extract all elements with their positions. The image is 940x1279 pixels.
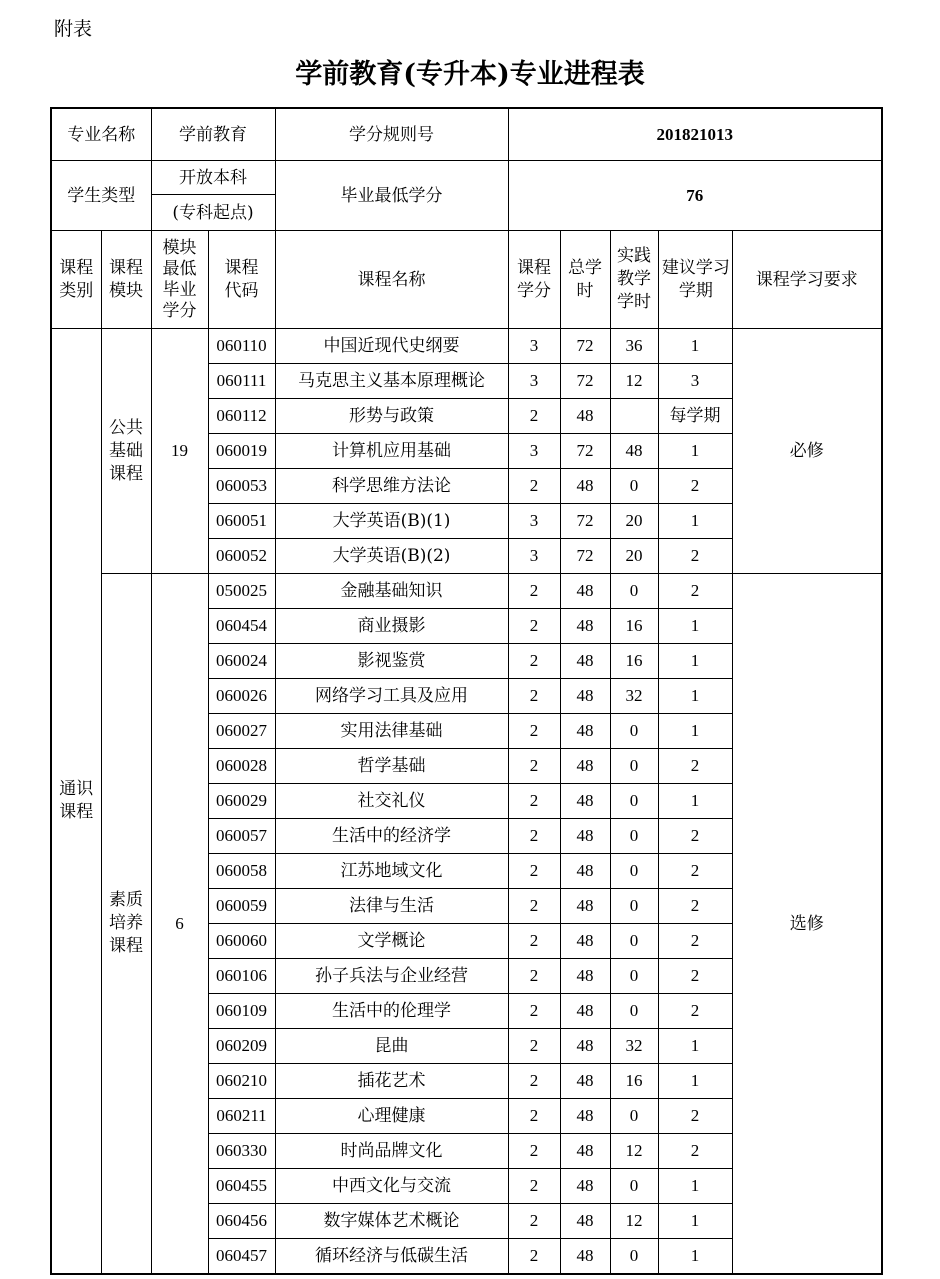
course-practice-hours: 32: [610, 1029, 658, 1064]
course-term: 1: [658, 1169, 732, 1204]
course-practice-hours: 20: [610, 539, 658, 574]
course-code: 060210: [208, 1064, 275, 1099]
course-credit: 3: [508, 539, 560, 574]
course-practice-hours: 48: [610, 434, 658, 469]
course-practice-hours: 0: [610, 1099, 658, 1134]
course-name: 循环经济与低碳生活: [275, 1239, 508, 1275]
course-practice-hours: 20: [610, 504, 658, 539]
course-credit: 2: [508, 994, 560, 1029]
course-total-hours: 48: [560, 469, 610, 504]
col-header-module: 课程模块: [101, 231, 151, 329]
course-credit: 2: [508, 819, 560, 854]
course-code: 060112: [208, 399, 275, 434]
course-term: 1: [658, 784, 732, 819]
col-header-total-hours: 总学时: [560, 231, 610, 329]
course-term: 2: [658, 1099, 732, 1134]
table-row: [51, 574, 882, 609]
course-term: 2: [658, 749, 732, 784]
course-credit: 2: [508, 1169, 560, 1204]
course-name: 时尚品牌文化: [275, 1134, 508, 1169]
course-term: 2: [658, 889, 732, 924]
col-header-name: 课程名称: [275, 231, 508, 329]
course-code: 060455: [208, 1169, 275, 1204]
course-name: 生活中的伦理学: [275, 994, 508, 1029]
course-total-hours: 48: [560, 399, 610, 434]
course-practice-hours: 0: [610, 469, 658, 504]
module-name: 素质培养课程: [101, 574, 151, 1275]
module-name: 公共基础课程: [101, 329, 151, 574]
course-practice-hours: 12: [610, 364, 658, 399]
course-code: 060059: [208, 889, 275, 924]
course-name: 实用法律基础: [275, 714, 508, 749]
course-code: 060109: [208, 994, 275, 1029]
course-name: 哲学基础: [275, 749, 508, 784]
course-practice-hours: 16: [610, 1064, 658, 1099]
course-name: 社交礼仪: [275, 784, 508, 819]
course-term: 2: [658, 819, 732, 854]
course-term: 1: [658, 714, 732, 749]
course-code: 060026: [208, 679, 275, 714]
course-term: 1: [658, 434, 732, 469]
course-name: 江苏地域文化: [275, 854, 508, 889]
course-credit: 2: [508, 1029, 560, 1064]
course-name: 网络学习工具及应用: [275, 679, 508, 714]
course-total-hours: 48: [560, 854, 610, 889]
course-total-hours: 48: [560, 679, 610, 714]
course-code: 060019: [208, 434, 275, 469]
course-credit: 2: [508, 1204, 560, 1239]
course-practice-hours: 32: [610, 679, 658, 714]
col-header-module-min-credit: 模块最低毕业学分: [151, 231, 208, 329]
course-total-hours: 48: [560, 1204, 610, 1239]
course-total-hours: 48: [560, 1134, 610, 1169]
course-code: 060457: [208, 1239, 275, 1275]
course-total-hours: 48: [560, 609, 610, 644]
course-term: 2: [658, 539, 732, 574]
course-practice-hours: 0: [610, 714, 658, 749]
course-code: 060209: [208, 1029, 275, 1064]
course-name: 孙子兵法与企业经营: [275, 959, 508, 994]
course-category: 通识课程: [51, 329, 101, 1275]
course-credit: 2: [508, 679, 560, 714]
course-total-hours: 48: [560, 1169, 610, 1204]
course-credit: 2: [508, 469, 560, 504]
course-term: 1: [658, 644, 732, 679]
course-credit: 3: [508, 504, 560, 539]
course-total-hours: 48: [560, 714, 610, 749]
course-name: 插花艺术: [275, 1064, 508, 1099]
course-credit: 2: [508, 574, 560, 609]
course-term: 2: [658, 574, 732, 609]
course-total-hours: 72: [560, 364, 610, 399]
course-practice-hours: 0: [610, 994, 658, 1029]
course-term: 1: [658, 504, 732, 539]
course-term: 1: [658, 1029, 732, 1064]
course-term: 1: [658, 1204, 732, 1239]
course-code: 050025: [208, 574, 275, 609]
module-requirement: 必修: [732, 329, 882, 574]
course-name: 大学英语(B)(1): [275, 504, 508, 539]
col-header-credit: 课程学分: [508, 231, 560, 329]
course-total-hours: 48: [560, 1029, 610, 1064]
course-term: 3: [658, 364, 732, 399]
course-credit: 2: [508, 784, 560, 819]
course-credit: 2: [508, 924, 560, 959]
course-code: 060211: [208, 1099, 275, 1134]
major-value: 学前教育: [151, 108, 275, 161]
course-practice-hours: 0: [610, 574, 658, 609]
course-name: 生活中的经济学: [275, 819, 508, 854]
course-practice-hours: 0: [610, 1169, 658, 1204]
course-credit: 2: [508, 1134, 560, 1169]
min-credit-value: 76: [508, 161, 882, 231]
course-credit: 2: [508, 959, 560, 994]
course-credit: 2: [508, 399, 560, 434]
course-code: 060330: [208, 1134, 275, 1169]
course-credit: 3: [508, 364, 560, 399]
course-practice-hours: 0: [610, 749, 658, 784]
course-code: 060060: [208, 924, 275, 959]
min-credit-label: 毕业最低学分: [275, 161, 508, 231]
course-name: 昆曲: [275, 1029, 508, 1064]
course-name: 影视鉴赏: [275, 644, 508, 679]
major-label: 专业名称: [51, 108, 151, 161]
col-header-category: 课程类别: [51, 231, 101, 329]
course-name: 大学英语(B)(2): [275, 539, 508, 574]
module-min-credit: 6: [151, 574, 208, 1275]
course-term: 2: [658, 1134, 732, 1169]
course-name: 中西文化与交流: [275, 1169, 508, 1204]
course-name: 数字媒体艺术概论: [275, 1204, 508, 1239]
course-practice-hours: 0: [610, 959, 658, 994]
course-term: 1: [658, 1064, 732, 1099]
course-term: 1: [658, 329, 732, 364]
course-total-hours: 48: [560, 889, 610, 924]
course-code: 060454: [208, 609, 275, 644]
course-credit: 2: [508, 1099, 560, 1134]
course-total-hours: 48: [560, 819, 610, 854]
table-row: [51, 329, 882, 364]
course-total-hours: 72: [560, 539, 610, 574]
course-code: 060028: [208, 749, 275, 784]
rule-label: 学分规则号: [275, 108, 508, 161]
course-term: 每学期: [658, 399, 732, 434]
course-total-hours: 72: [560, 504, 610, 539]
course-practice-hours: 0: [610, 819, 658, 854]
course-practice-hours: 0: [610, 924, 658, 959]
course-name: 马克思主义基本原理概论: [275, 364, 508, 399]
course-name: 心理健康: [275, 1099, 508, 1134]
course-total-hours: 48: [560, 924, 610, 959]
course-name: 科学思维方法论: [275, 469, 508, 504]
course-code: 060111: [208, 364, 275, 399]
course-practice-hours: 12: [610, 1204, 658, 1239]
course-code: 060052: [208, 539, 275, 574]
course-code: 060024: [208, 644, 275, 679]
course-practice-hours: 16: [610, 644, 658, 679]
course-total-hours: 48: [560, 1239, 610, 1275]
course-total-hours: 48: [560, 959, 610, 994]
course-name: 金融基础知识: [275, 574, 508, 609]
course-practice-hours: 0: [610, 784, 658, 819]
course-practice-hours: 0: [610, 889, 658, 924]
course-practice-hours: 0: [610, 1239, 658, 1275]
course-practice-hours: 0: [610, 854, 658, 889]
course-total-hours: 72: [560, 329, 610, 364]
course-term: 2: [658, 854, 732, 889]
course-credit: 3: [508, 434, 560, 469]
course-total-hours: 48: [560, 574, 610, 609]
course-practice-hours: 36: [610, 329, 658, 364]
course-code: 060029: [208, 784, 275, 819]
course-credit: 2: [508, 714, 560, 749]
student-type-label: 学生类型: [51, 161, 151, 231]
course-credit: 2: [508, 1239, 560, 1275]
col-header-requirement: 课程学习要求: [732, 231, 882, 329]
course-code: 060058: [208, 854, 275, 889]
course-credit: 2: [508, 854, 560, 889]
course-total-hours: 48: [560, 994, 610, 1029]
course-term: 1: [658, 609, 732, 644]
course-credit: 3: [508, 329, 560, 364]
course-code: 060057: [208, 819, 275, 854]
col-header-term: 建议学习学期: [658, 231, 732, 329]
rule-value: 201821013: [508, 108, 882, 161]
course-code: 060110: [208, 329, 275, 364]
course-term: 1: [658, 1239, 732, 1275]
student-type-subvalue: (专科起点): [151, 195, 275, 231]
course-total-hours: 72: [560, 434, 610, 469]
appendix-label: 附表: [54, 18, 93, 40]
course-code: 060456: [208, 1204, 275, 1239]
course-total-hours: 48: [560, 784, 610, 819]
course-total-hours: 48: [560, 1099, 610, 1134]
course-code: 060053: [208, 469, 275, 504]
course-credit: 2: [508, 749, 560, 784]
program-table: [50, 107, 883, 1275]
page-title: 学前教育(专升本)专业进程表: [295, 59, 645, 90]
course-name: 中国近现代史纲要: [275, 329, 508, 364]
col-header-practice-hours: 实践教学学时: [610, 231, 658, 329]
course-credit: 2: [508, 644, 560, 679]
course-total-hours: 48: [560, 1064, 610, 1099]
course-name: 文学概论: [275, 924, 508, 959]
course-code: 060106: [208, 959, 275, 994]
col-header-code: 课程代码: [208, 231, 275, 329]
course-practice-hours: [610, 399, 658, 434]
course-practice-hours: 16: [610, 609, 658, 644]
course-term: 2: [658, 994, 732, 1029]
module-min-credit: 19: [151, 329, 208, 574]
course-term: 2: [658, 959, 732, 994]
course-practice-hours: 12: [610, 1134, 658, 1169]
student-type-value: 开放本科: [151, 161, 275, 195]
course-total-hours: 48: [560, 644, 610, 679]
course-total-hours: 48: [560, 749, 610, 784]
course-term: 2: [658, 469, 732, 504]
course-term: 2: [658, 924, 732, 959]
course-term: 1: [658, 679, 732, 714]
course-credit: 2: [508, 889, 560, 924]
module-requirement: 选修: [732, 574, 882, 1275]
course-name: 计算机应用基础: [275, 434, 508, 469]
course-name: 商业摄影: [275, 609, 508, 644]
course-name: 形势与政策: [275, 399, 508, 434]
course-name: 法律与生活: [275, 889, 508, 924]
course-code: 060027: [208, 714, 275, 749]
course-code: 060051: [208, 504, 275, 539]
course-credit: 2: [508, 1064, 560, 1099]
course-credit: 2: [508, 609, 560, 644]
